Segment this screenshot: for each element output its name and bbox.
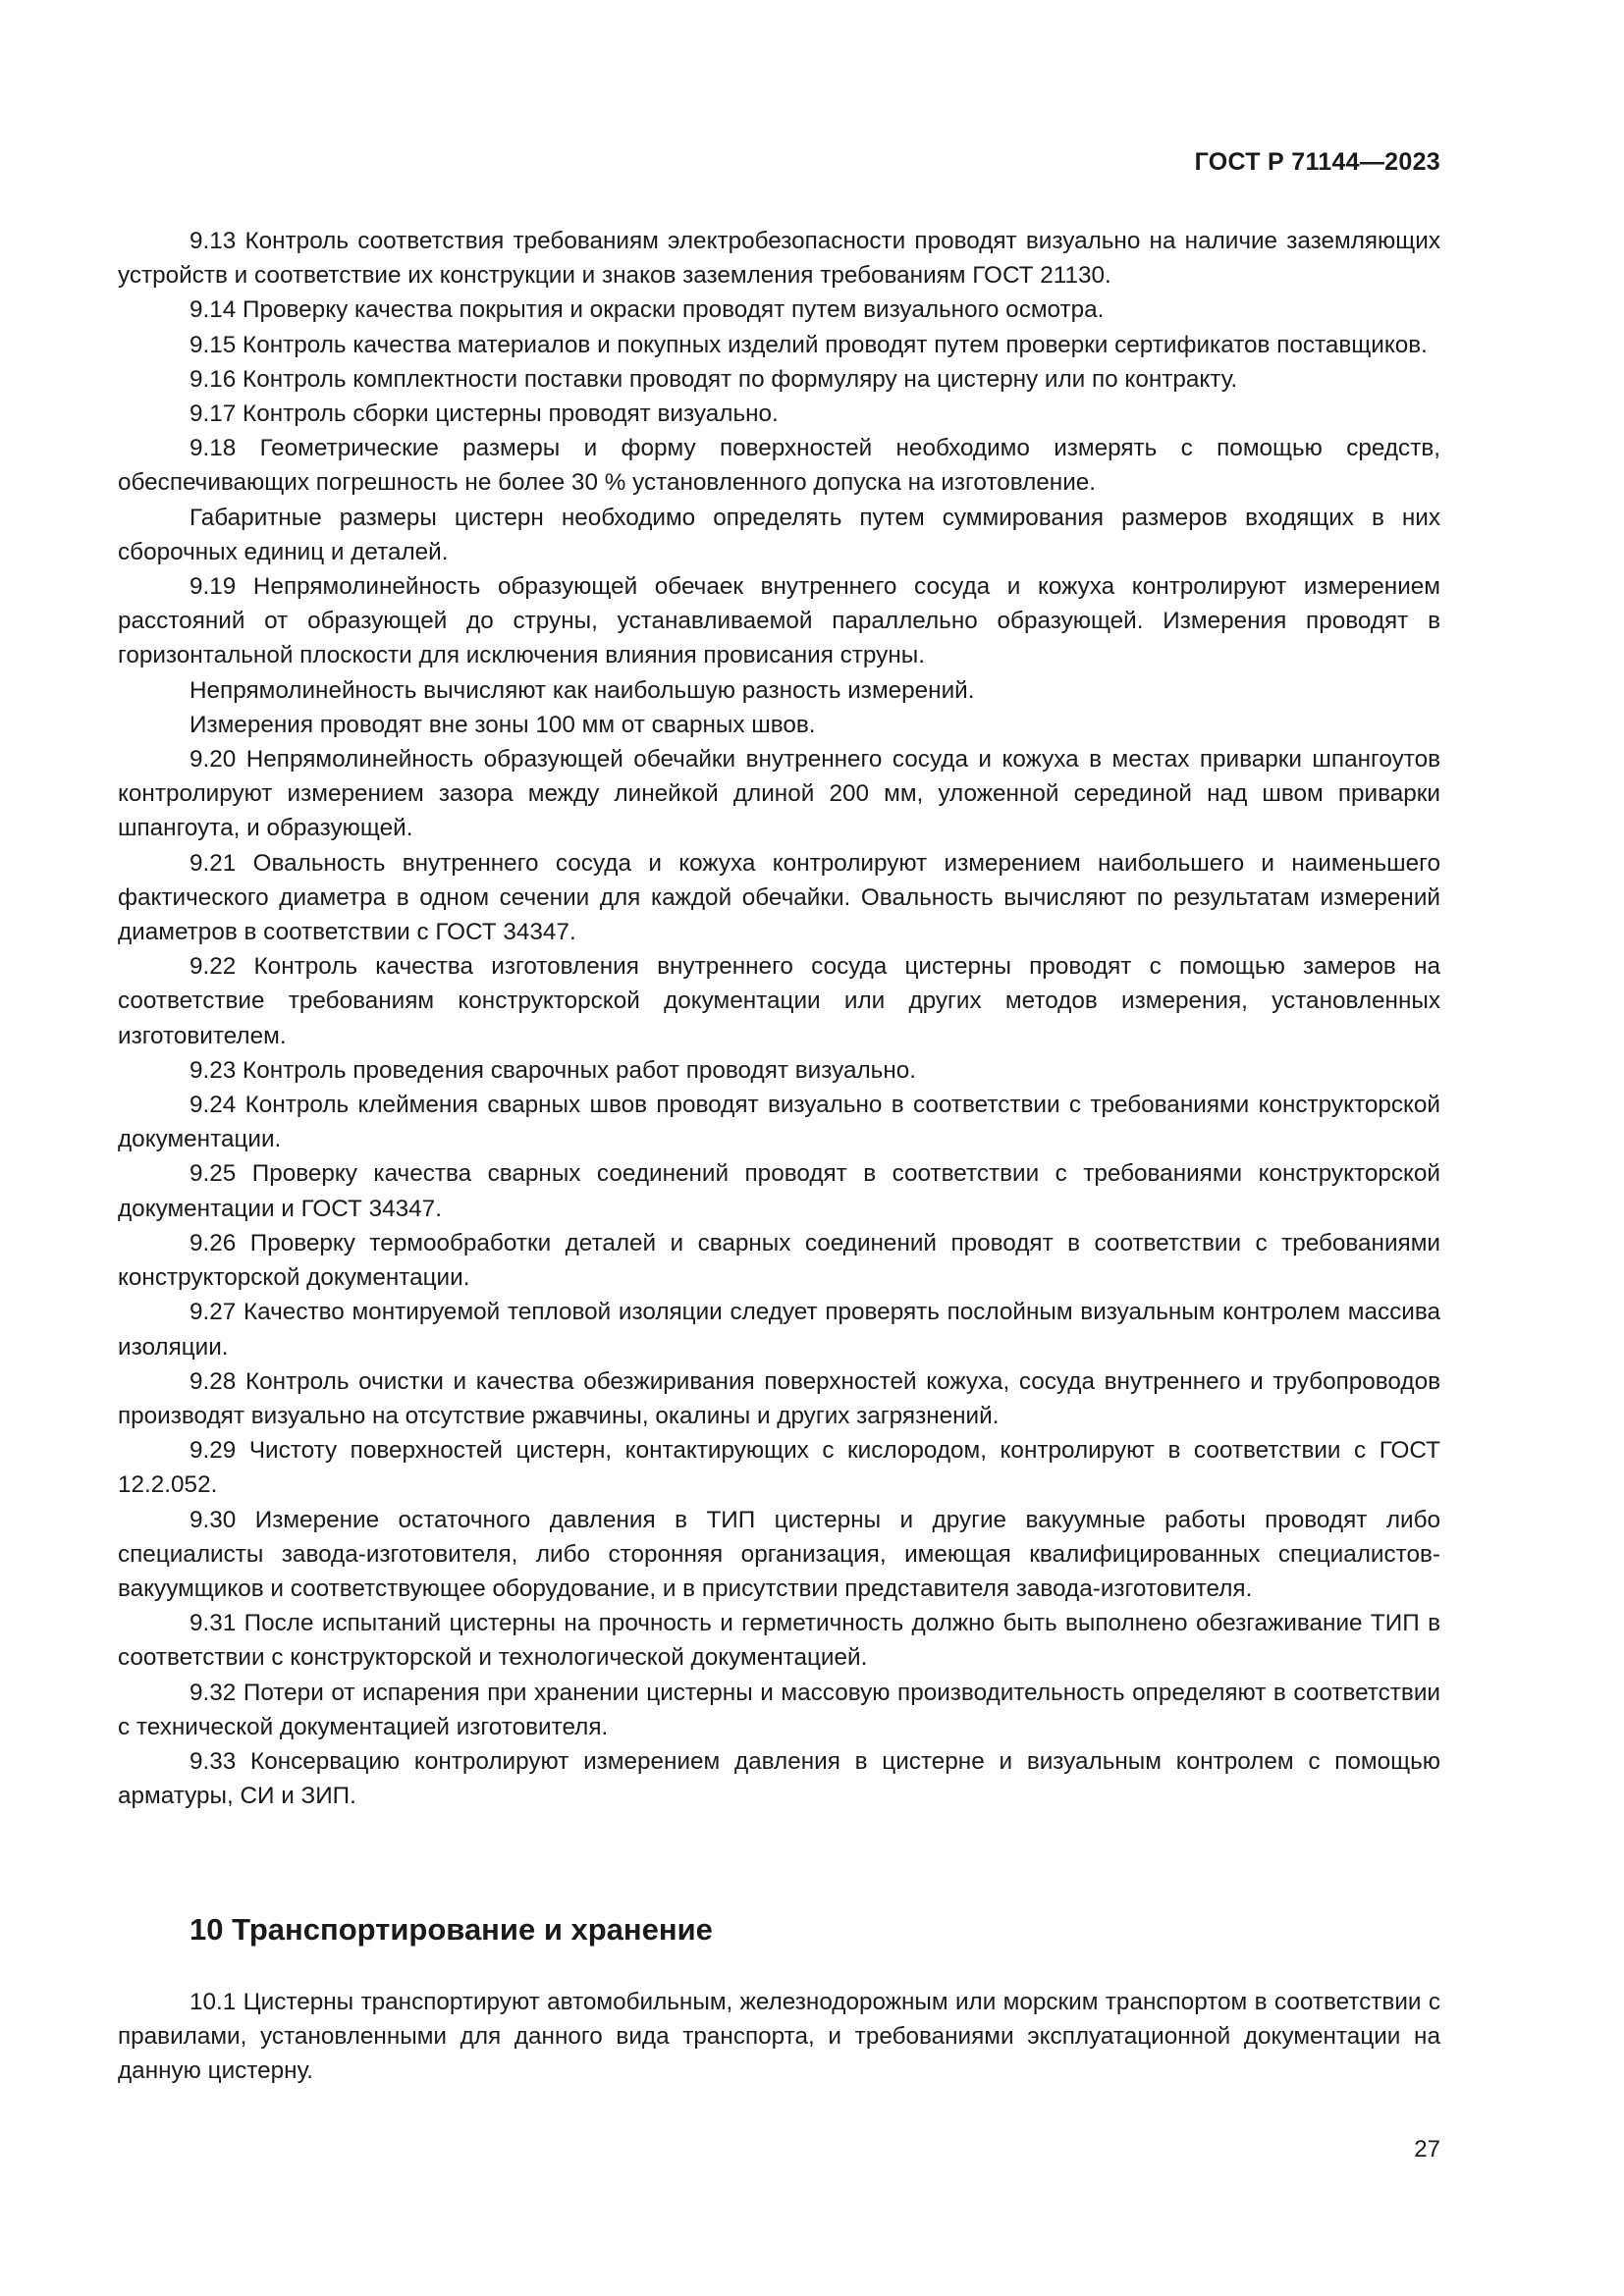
- paragraph-9-31: 9.31 После испытаний цистерны на прочность и герметичность должно быть выполнено обезгаживание ТИП в соответствии с конструкторской и технологической документацией.: [118, 1610, 1440, 1672]
- paragraph-9-15: 9.15 Контроль качества материалов и покупных изделий проводят путем проверки сертификатов поставщиков.: [189, 331, 1428, 358]
- section-text: [118, 1985, 1440, 2089]
- paragraph-9-19: 9.19 Непрямолинейность образующей обечаек внутреннего сосуда и кожуха контролируют измерением расстояний от образующей до струны, устанавливаемой параллельно образующей. Измерения проводят в горизонтальной плоскости для исключения влияния провисания струны.: [118, 573, 1440, 669]
- paragraph-9-19-zone: Измерения проводят вне зоны 100 мм от сварных швов.: [189, 711, 816, 738]
- paragraph-9-16: 9.16 Контроль комплектности поставки проводят по формуляру на цистерну или по контракту.: [189, 365, 1238, 393]
- paragraph-9-26: 9.26 Проверку термообработки деталей и сварных соединений проводят в соответствии с требованиями конструкторской документации.: [118, 1229, 1440, 1292]
- paragraph-9-21: 9.21 Овальность внутреннего сосуда и кожуха контролируют измерением наибольшего и наименьшего фактического диаметра в одном сечении для каждой обечайки. Овальность вычисляют по результатам измерений диаметров в соответствии с ГОСТ 34347.: [118, 849, 1440, 946]
- main-text: [118, 224, 1440, 1813]
- paragraph-9-23: 9.23 Контроль проведения сварочных работ проводят визуально.: [189, 1056, 916, 1084]
- paragraph-9-13: 9.13 Контроль соответствия требованиям электробезопасности проводят визуально на наличие заземляющих устройств и соответствие их конструкции и знаков заземления требованиям ГОСТ 21130.: [118, 228, 1440, 290]
- paragraph-9-22: 9.22 Контроль качества изготовления внутреннего сосуда цистерны проводят с помощью замеров на соответствие требованиям конструкторской документации или других методов измерения, установленных изготовителем.: [118, 953, 1440, 1049]
- page-number: 27: [1414, 2136, 1440, 2163]
- paragraph-9-32: 9.32 Потери от испарения при хранении цистерны и массовую производительность определяют в соответствии с технической документацией изготовителя.: [118, 1679, 1440, 1740]
- paragraph-9-19-calculation: Непрямолинейность вычисляют как наибольшую разность измерений.: [189, 676, 975, 704]
- document-code: ГОСТ Р 71144—2023: [1194, 148, 1440, 176]
- paragraph-9-25: 9.25 Проверку качества сварных соединений проводят в соответствии с требованиями конструкторской документации и ГОСТ 34347.: [118, 1160, 1440, 1222]
- paragraph-9-14: 9.14 Проверку качества покрытия и окраски проводят путем визуального осмотра.: [189, 296, 1105, 324]
- paragraph-9-18-overall-dimensions: Габаритные размеры цистерн необходимо определять путем суммирования размеров входящих в них сборочных единиц и деталей.: [118, 504, 1440, 565]
- paragraph-9-30: 9.30 Измерение остаточного давления в ТИП цистерны и другие вакуумные работы проводят либо специалисты завода-изготовителя, либо сторонняя организация, имеющая квалифицированных специалистов-вакуумщиков и соответствующее оборудование, и в присутствии представителя завода-изготовителя.: [118, 1506, 1440, 1602]
- paragraph-9-33: 9.33 Консервацию контролируют измерением давления в цистерне и визуальным контролем с помощью арматуры, СИ и ЗИП.: [118, 1747, 1440, 1810]
- paragraph-9-28: 9.28 Контроль очистки и качества обезжиривания поверхностей кожуха, сосуда внутреннего и трубопроводов производят визуально на отсутствие ржавчины, окалины и других загрязнений.: [118, 1367, 1440, 1429]
- paragraph-10-1: 10.1 Цистерны транспортируют автомобильным, железнодорожным или морским транспортом в соответствии с правилами, установленными для данного вида транспорта, и требованиями эксплуатационной документации на данную цистерну.: [118, 1989, 1440, 2085]
- paragraph-9-27: 9.27 Качество монтируемой тепловой изоляции следует проверять послойным визуальным контролем массива изоляции.: [118, 1299, 1440, 1361]
- paragraph-9-18: 9.18 Геометрические размеры и форму поверхностей необходимо измерять с помощью средств, обеспечивающих погрешность не более 30 % установленного допуска на изготовление.: [118, 435, 1440, 497]
- paragraph-9-29: 9.29 Чистоту поверхностей цистерн, контактирующих с кислородом, контролируют в соответствии с ГОСТ 12.2.052.: [118, 1437, 1440, 1499]
- paragraph-9-24: 9.24 Контроль клеймения сварных швов проводят визуально в соответствии с требованиями конструкторской документации.: [118, 1092, 1440, 1153]
- section-heading: 10 Транспортирование и хранение: [189, 1912, 713, 1947]
- paragraph-9-17: 9.17 Контроль сборки цистерны проводят визуально.: [189, 400, 779, 428]
- paragraph-9-20: 9.20 Непрямолинейность образующей обечайки внутреннего сосуда и кожуха в местах приварки шпангоутов контролируют измерением зазора между линейкой длиной 200 мм, уложенной серединой над швом приварки шпангоута, и образующей.: [118, 746, 1440, 842]
